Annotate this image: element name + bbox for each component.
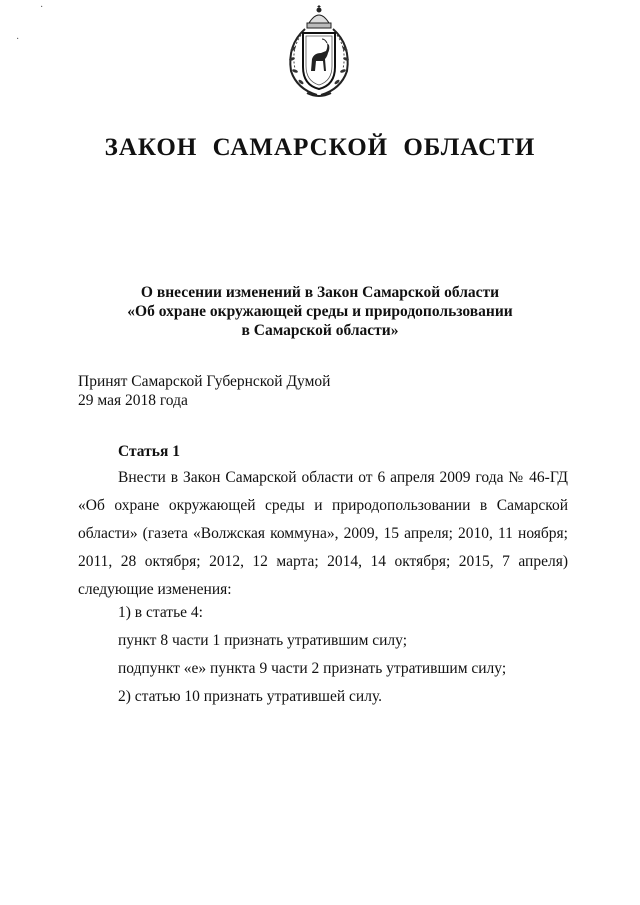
article-text-line: следующие изменения: xyxy=(78,581,232,598)
list-item: 2) статью 10 признать утратившей силу. xyxy=(118,688,383,705)
article-text-line: «Об охране окружающей среды и природопользовании в Самарской xyxy=(78,497,568,514)
document-title: ЗАКОН САМАРСКОЙ ОБЛАСТИ xyxy=(104,134,536,161)
subtitle-line: О внесении изменений в Закон Самарской области xyxy=(140,284,500,301)
adoption-info xyxy=(78,372,330,410)
scan-speck: · xyxy=(40,2,44,13)
adoption-date: 29 мая 2018 года xyxy=(78,392,188,409)
scan-speck: · xyxy=(16,34,20,45)
subtitle-line: «Об охране окружающей среды и природопользовании xyxy=(127,303,513,320)
list-item: пункт 8 части 1 признать утратившим силу; xyxy=(118,632,408,649)
document-subtitle xyxy=(100,283,540,340)
list-item: 1) в статье 4: xyxy=(118,604,203,621)
article-text-line: Внести в Закон Самарской области от 6 апреля 2009 года № 46-ГД xyxy=(118,469,568,486)
article-heading: Статья 1 xyxy=(118,443,180,460)
article-text-line: области» (газета «Волжская коммуна», 2009, 15 апреля; 2010, 11 ноября; xyxy=(78,525,568,542)
adoption-line: Принят Самарской Губернской Думой xyxy=(78,373,331,390)
subtitle-line: в Самарской области» xyxy=(241,322,399,339)
article-text-line: 2011, 28 октября; 2012, 12 марта; 2014, 14 октября; 2015, 7 апреля) xyxy=(78,553,568,570)
list-item: подпункт «е» пункта 9 части 2 признать утратившим силу; xyxy=(118,660,507,677)
samara-coat-of-arms-icon xyxy=(283,5,355,101)
article-text xyxy=(78,464,568,604)
